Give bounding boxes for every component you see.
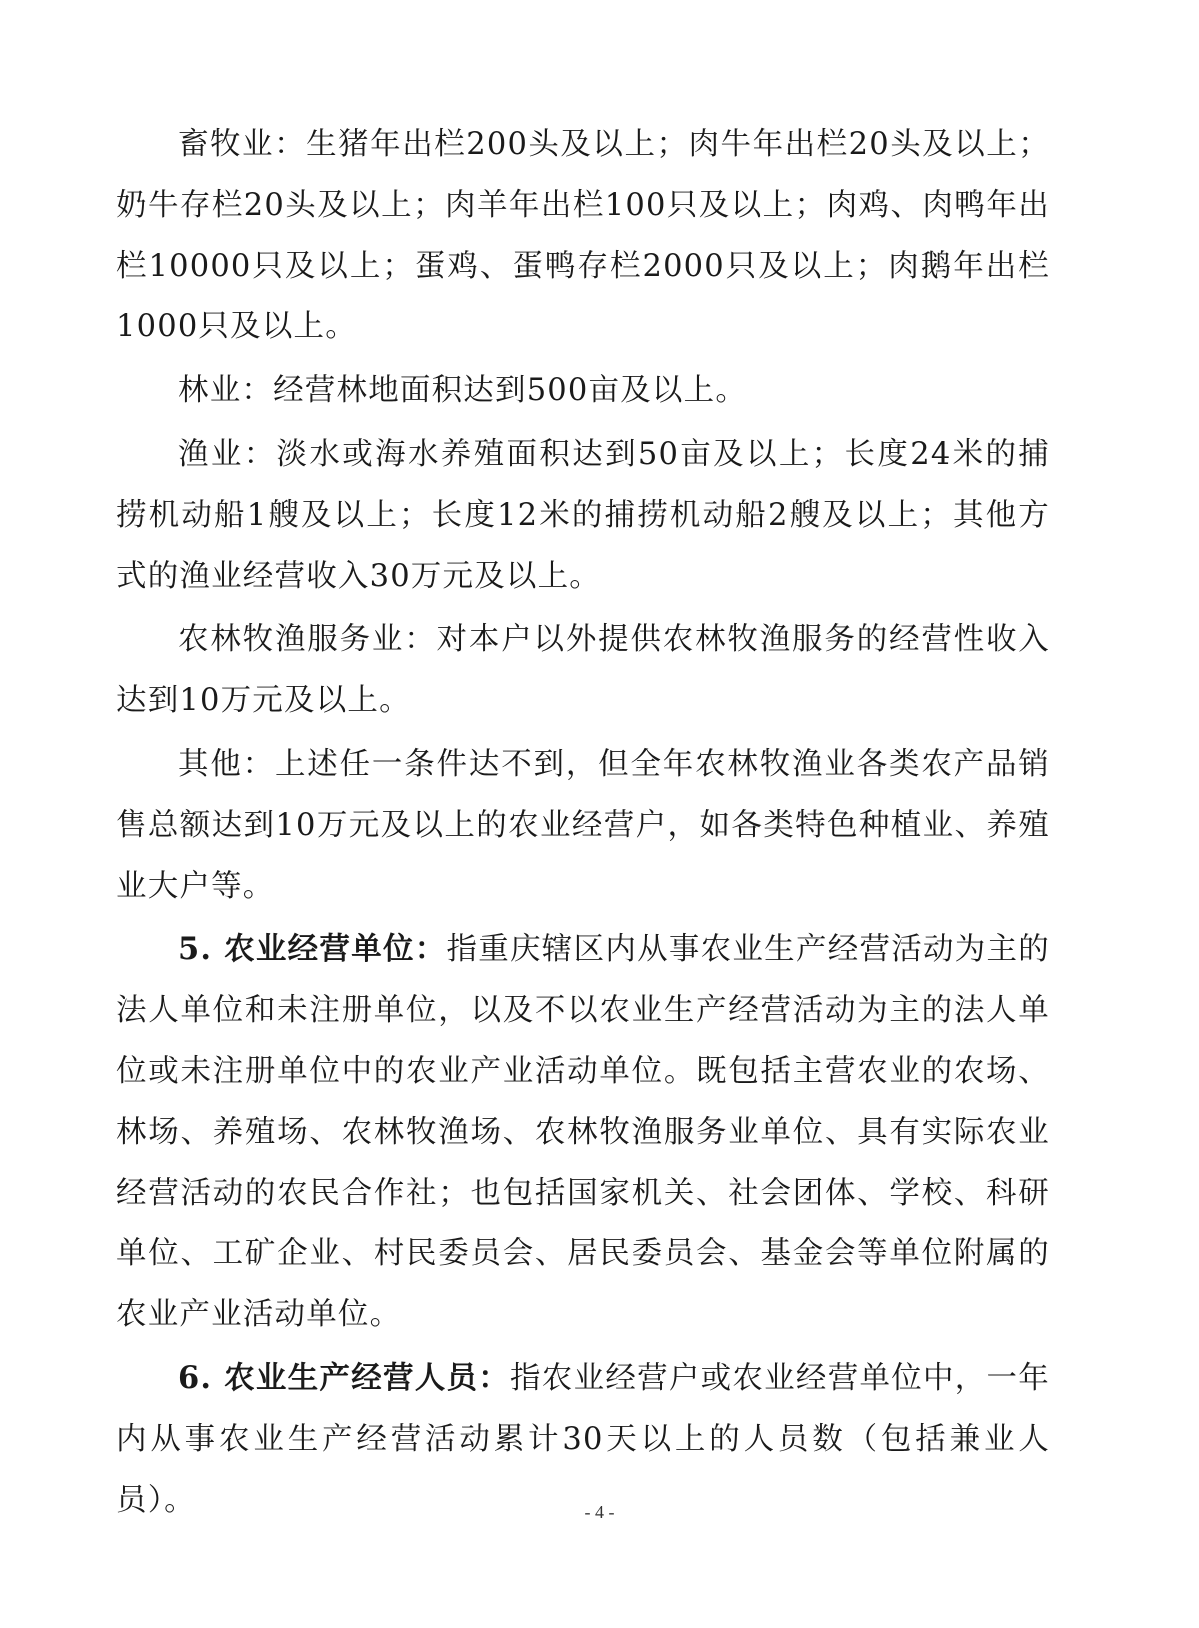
paragraph-text: 林业：经营林地面积达到500亩及以上。 [178, 373, 748, 409]
paragraph-lead-heading: 5. 农业经营单位： [178, 931, 447, 968]
document-body [116, 114, 1050, 1533]
paragraph-text: 渔业：淡水或海水养殖面积达到50亩及以上；长度24米的捕捞机动船1艘及以上；长度12米的捕捞机动船2艘及以上；其他方式的渔业经营收入30万元及以上。 [116, 436, 1050, 594]
paragraph-services [116, 609, 1050, 732]
paragraph-other [116, 734, 1050, 917]
paragraph-text: 其他：上述任一条件达不到，但全年农林牧渔业各类农产品销售总额达到10万元及以上的农业经营户，如各类特色种植业、养殖业大户等。 [116, 746, 1050, 904]
paragraph-text: 畜牧业：生猪年出栏200头及以上；肉牛年出栏20头及以上；奶牛存栏20头及以上；肉羊年出栏100只及以上；肉鸡、肉鸭年出栏10000只及以上；蛋鸡、蛋鸭存栏2000只及以上；肉鹅年出栏1000只及以上。 [116, 127, 1050, 345]
paragraph-text: 指重庆辖区内从事农业生产经营活动为主的法人单位和未注册单位，以及不以农业生产经营活动为主的法人单位或未注册单位中的农业产业活动单位。既包括主营农业的农场、林场、养殖场、农林牧渔场、农林牧渔服务业单位、具有实际农业经营活动的农民合作社；也包括国家机关、社会团体、学校、科研单位、工矿企业、村民委员会、居民委员会、基金会等单位附属的农业产业活动单位。 [116, 932, 1050, 1333]
paragraph-lead-heading: 6. 农业生产经营人员： [178, 1359, 511, 1396]
paragraph-fishery [116, 424, 1050, 607]
paragraph-livestock [116, 114, 1050, 358]
paragraph-text: 农林牧渔服务业：对本户以外提供农林牧渔服务的经营性收入达到10万元及以上。 [116, 622, 1050, 719]
paragraph-agricultural-units [116, 919, 1050, 1346]
page-number: - 4 - [584, 1502, 615, 1522]
paragraph-forestry [116, 360, 1050, 422]
paragraph-text: 指农业经营户或农业经营单位中，一年内从事农业生产经营活动累计30天以上的人员数（包括兼业人员）。 [116, 1360, 1050, 1518]
